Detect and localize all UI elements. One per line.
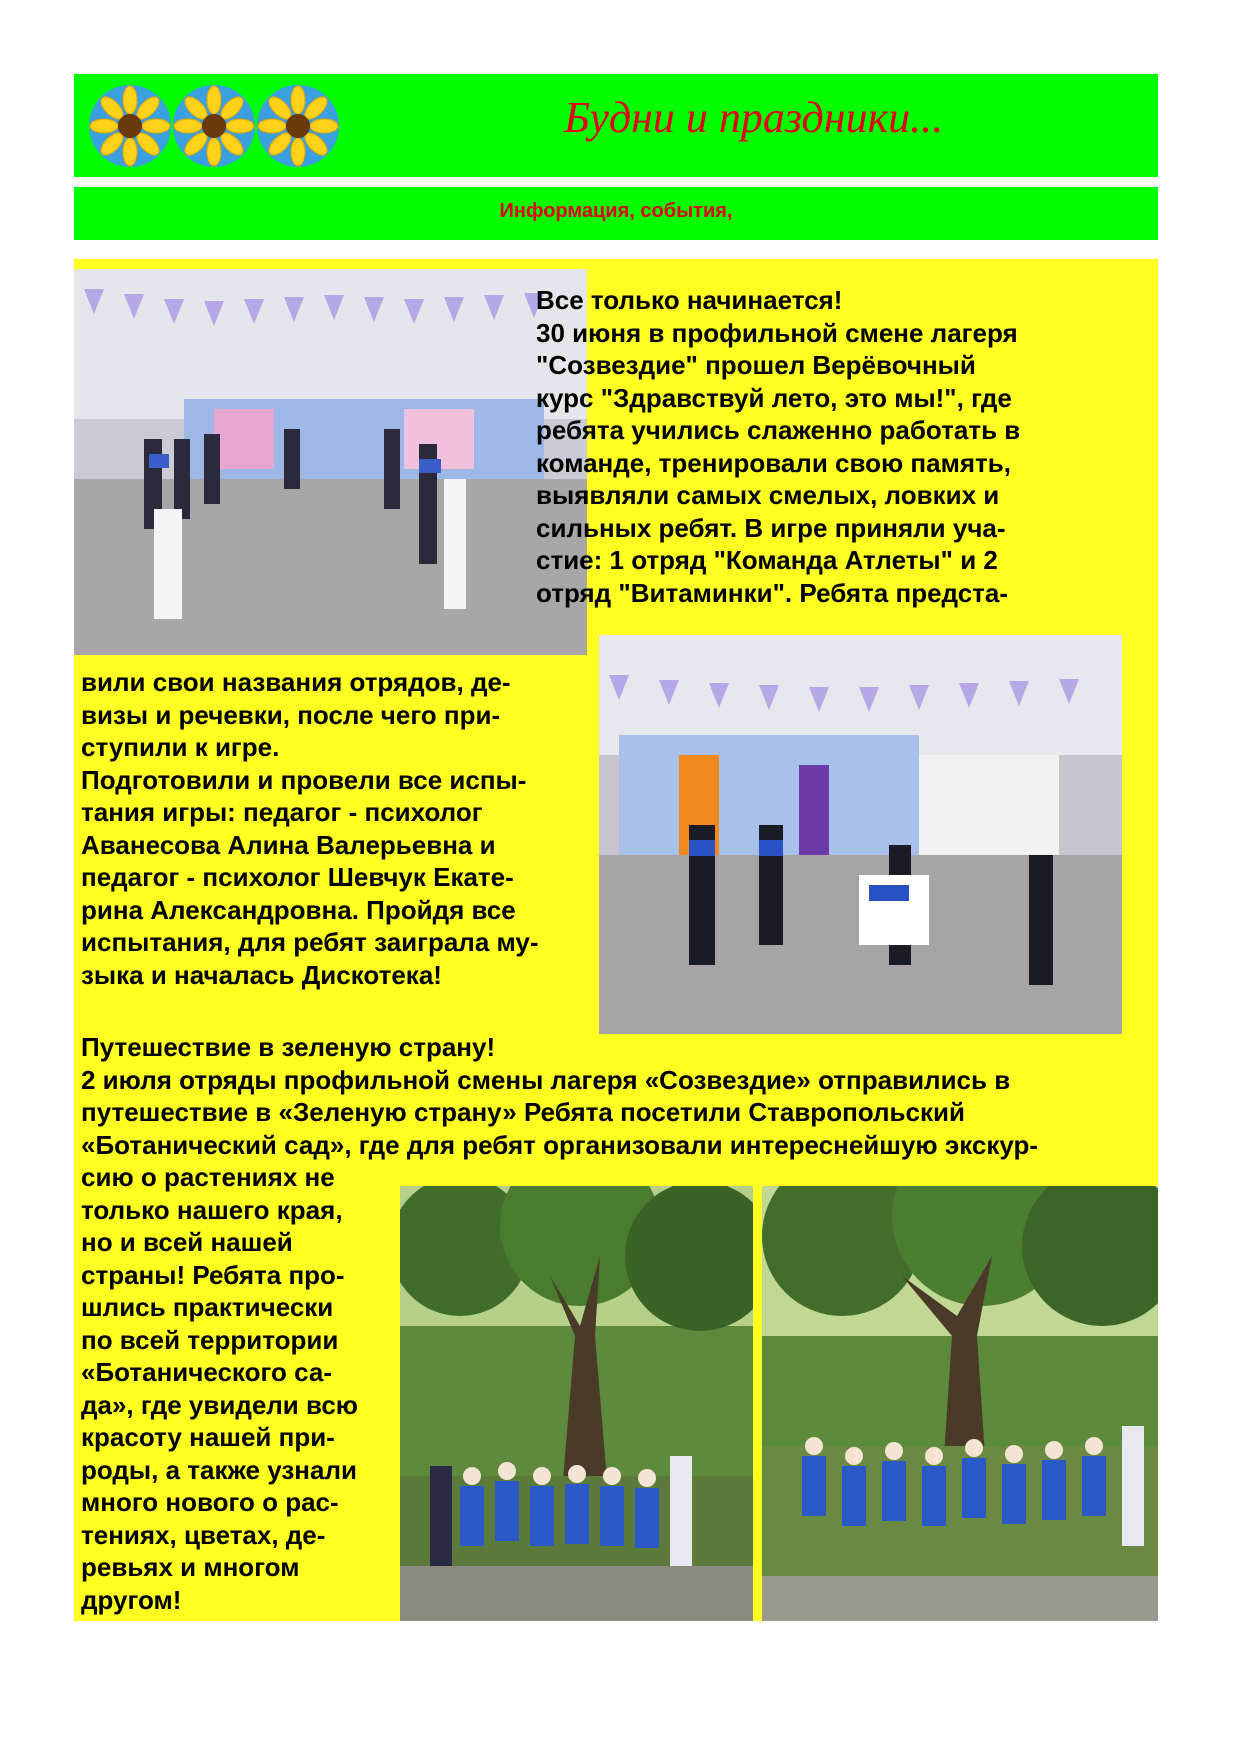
photo-botanical-garden-2 [762,1186,1158,1621]
text-line: стие: 1 отряд "Команда Атлеты" и 2 [536,545,998,575]
text-line: Путешествие в зеленую страну! [81,1032,496,1062]
page-title: Будни и праздники... [564,93,944,142]
text-line: роды, а также узнали [81,1454,357,1485]
text-line: тания игры: педагог - психолог [81,797,483,827]
text-line: курс "Здравствуй лето, это мы!", где [536,382,1012,413]
photo-indoor-hall-2 [599,635,1122,1034]
text-line: зыка и началась Дискотека! [81,959,442,990]
article2-text-top [81,1031,1151,1161]
text-line: 30 июня в профильной смене лагеря [536,317,1018,348]
section-title: Информация, события, [499,200,733,222]
photo-indoor-hall-1 [74,269,587,655]
text-line: ревьях и многом [81,1552,300,1582]
photo-botanical-garden-1 [400,1186,753,1621]
text-line: отряд "Витаминки". Ребята предста- [536,577,1009,608]
text-line: 2 июля отряды профильной смены лагеря «Созвездие» отправились в [81,1064,1011,1095]
sunflower-icon [172,84,256,168]
text-line: ступили к игре. [81,732,280,762]
text-line: сию о растениях не [81,1162,335,1192]
text-line: Аванесова Алина Валерьевна и [81,829,496,860]
text-line: красоту нашей при- [81,1422,335,1452]
header-banner [74,74,1158,177]
text-line: педагог - психолог Шевчук Екате- [81,862,514,892]
text-line: Все только начинается! [536,285,843,315]
text-line: другом! [81,1584,182,1615]
article2-text-bottom [81,1161,401,1616]
text-line: визы и речевки, после чего при- [81,699,501,730]
text-line: «Ботанический сад», где для ребят организовали интереснейшую экскур- [81,1129,1038,1160]
text-line: страны! Ребята про- [81,1259,345,1290]
text-line: сильных ребят. В игре приняли уча- [536,512,1006,543]
text-line: испытания, для ребят заиграла му- [81,927,539,957]
text-line: рина Александровна. Пройдя все [81,894,516,925]
sunflower-icon [88,84,172,168]
content-area [74,259,1158,1621]
section-banner [74,187,1158,240]
text-line: команде, тренировали свою память, [536,447,1011,478]
text-line: «Ботанического са- [81,1357,332,1387]
article1-text-top [536,284,1156,609]
text-line: "Созвездие" прошел Верёвочный [536,350,976,380]
text-line: только нашего края, [81,1194,343,1225]
text-line: шлись практически [81,1292,334,1322]
sunflower-icon [256,84,340,168]
text-line: много нового о рас- [81,1487,339,1517]
text-line: по всей территории [81,1324,339,1355]
text-line: ребята учились слаженно работать в [536,415,1021,445]
text-line: да», где увидели всю [81,1389,359,1420]
text-line: тениях, цветах, де- [81,1519,326,1550]
text-line: путешествие в «Зеленую страну» Ребята посетили Ставропольский [81,1097,965,1127]
article1-text-bottom [81,666,591,991]
text-line: но и всей нашей [81,1227,293,1257]
text-line: Подготовили и провели все испы- [81,764,527,795]
text-line: вили свои названия отрядов, де- [81,667,511,697]
text-line: выявляли самых смелых, ловких и [536,480,1000,510]
